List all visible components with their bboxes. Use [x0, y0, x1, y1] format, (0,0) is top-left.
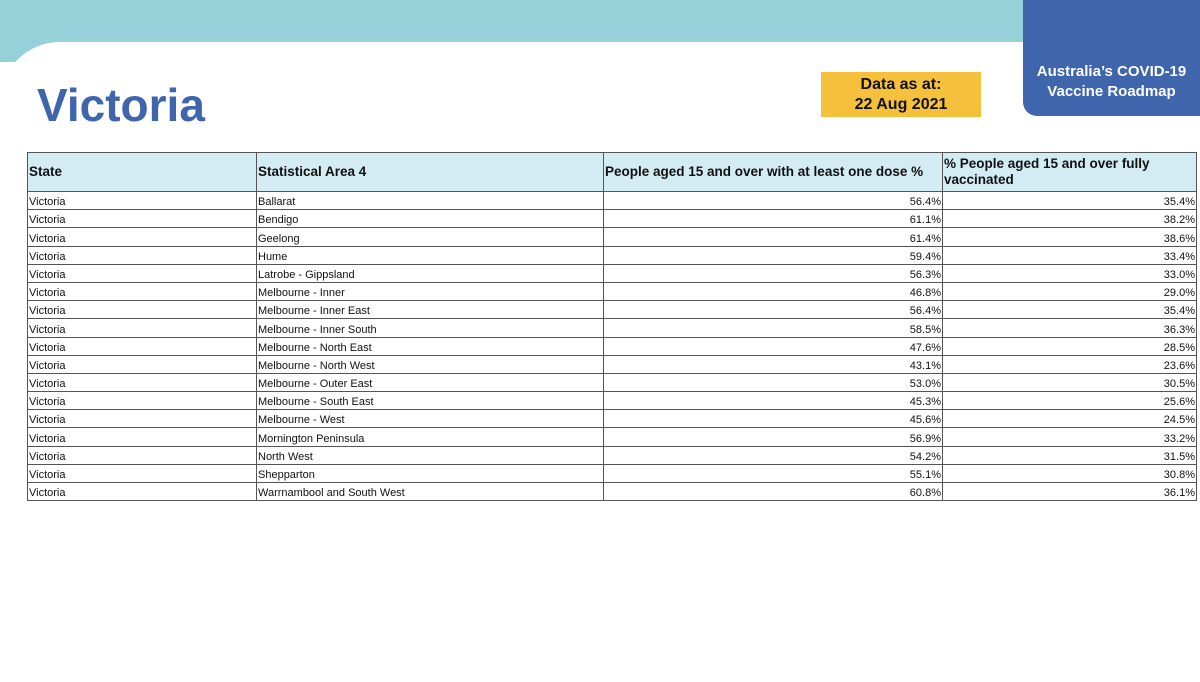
cell-fully-vaccinated: 25.6%	[943, 392, 1197, 410]
column-header-one-dose: People aged 15 and over with at least one dose %	[604, 153, 943, 192]
column-header-fully-vaccinated: % People aged 15 and over fully vaccinated	[943, 153, 1197, 192]
cell-state: Victoria	[28, 483, 257, 501]
cell-statistical-area: Melbourne - Inner East	[257, 301, 604, 319]
cell-statistical-area: Melbourne - North West	[257, 355, 604, 373]
column-header-state: State	[28, 153, 257, 192]
cell-statistical-area: Shepparton	[257, 464, 604, 482]
cell-one-dose: 45.3%	[604, 392, 943, 410]
cell-one-dose: 55.1%	[604, 464, 943, 482]
cell-state: Victoria	[28, 282, 257, 300]
table-row	[28, 301, 1197, 319]
cell-one-dose: 58.5%	[604, 319, 943, 337]
cell-state: Victoria	[28, 410, 257, 428]
cell-state: Victoria	[28, 355, 257, 373]
table-row	[28, 246, 1197, 264]
cell-state: Victoria	[28, 428, 257, 446]
roadmap-badge-line1: Australia’s COVID-19	[1036, 63, 1187, 80]
data-date-label: Data as at:	[860, 75, 942, 93]
column-header-statistical-area: Statistical Area 4	[257, 153, 604, 192]
cell-fully-vaccinated: 33.0%	[943, 264, 1197, 282]
cell-state: Victoria	[28, 228, 257, 246]
cell-state: Victoria	[28, 373, 257, 391]
vaccination-table	[27, 152, 1197, 501]
cell-statistical-area: Melbourne - Inner South	[257, 319, 604, 337]
cell-fully-vaccinated: 28.5%	[943, 337, 1197, 355]
cell-state: Victoria	[28, 319, 257, 337]
table-row	[28, 210, 1197, 228]
cell-statistical-area: Hume	[257, 246, 604, 264]
table-row	[28, 446, 1197, 464]
cell-one-dose: 54.2%	[604, 446, 943, 464]
cell-fully-vaccinated: 38.2%	[943, 210, 1197, 228]
cell-statistical-area: Melbourne - Inner	[257, 282, 604, 300]
cell-one-dose: 53.0%	[604, 373, 943, 391]
cell-one-dose: 60.8%	[604, 483, 943, 501]
cell-fully-vaccinated: 23.6%	[943, 355, 1197, 373]
cell-state: Victoria	[28, 192, 257, 210]
cell-one-dose: 47.6%	[604, 337, 943, 355]
cell-fully-vaccinated: 38.6%	[943, 228, 1197, 246]
table-body	[28, 192, 1197, 501]
cell-statistical-area: Ballarat	[257, 192, 604, 210]
cell-statistical-area: Mornington Peninsula	[257, 428, 604, 446]
cell-state: Victoria	[28, 446, 257, 464]
table-row	[28, 464, 1197, 482]
cell-statistical-area: Melbourne - Outer East	[257, 373, 604, 391]
cell-fully-vaccinated: 35.4%	[943, 301, 1197, 319]
table-row	[28, 410, 1197, 428]
cell-fully-vaccinated: 29.0%	[943, 282, 1197, 300]
cell-statistical-area: North West	[257, 446, 604, 464]
cell-state: Victoria	[28, 337, 257, 355]
cell-fully-vaccinated: 30.8%	[943, 464, 1197, 482]
cell-one-dose: 43.1%	[604, 355, 943, 373]
table-row	[28, 192, 1197, 210]
table-row	[28, 228, 1197, 246]
cell-fully-vaccinated: 30.5%	[943, 373, 1197, 391]
cell-fully-vaccinated: 36.3%	[943, 319, 1197, 337]
cell-statistical-area: Melbourne - West	[257, 410, 604, 428]
roadmap-badge	[1023, 0, 1200, 116]
table-row	[28, 355, 1197, 373]
data-date-value: 22 Aug 2021	[854, 95, 948, 113]
cell-state: Victoria	[28, 264, 257, 282]
cell-one-dose: 61.1%	[604, 210, 943, 228]
cell-one-dose: 56.9%	[604, 428, 943, 446]
cell-fully-vaccinated: 36.1%	[943, 483, 1197, 501]
roadmap-badge-line2: Vaccine Roadmap	[1047, 83, 1176, 100]
cell-fully-vaccinated: 35.4%	[943, 192, 1197, 210]
cell-one-dose: 45.6%	[604, 410, 943, 428]
cell-one-dose: 61.4%	[604, 228, 943, 246]
cell-fully-vaccinated: 33.2%	[943, 428, 1197, 446]
cell-fully-vaccinated: 24.5%	[943, 410, 1197, 428]
table-row	[28, 282, 1197, 300]
cell-fully-vaccinated: 33.4%	[943, 246, 1197, 264]
cell-state: Victoria	[28, 246, 257, 264]
cell-state: Victoria	[28, 392, 257, 410]
cell-one-dose: 56.3%	[604, 264, 943, 282]
cell-one-dose: 46.8%	[604, 282, 943, 300]
cell-one-dose: 56.4%	[604, 192, 943, 210]
cell-statistical-area: Melbourne - South East	[257, 392, 604, 410]
cell-statistical-area: Warrnambool and South West	[257, 483, 604, 501]
cell-state: Victoria	[28, 301, 257, 319]
table-row	[28, 337, 1197, 355]
table-row	[28, 392, 1197, 410]
page-title: Victoria	[37, 79, 205, 131]
cell-statistical-area: Latrobe - Gippsland	[257, 264, 604, 282]
cell-one-dose: 59.4%	[604, 246, 943, 264]
table-row	[28, 264, 1197, 282]
cell-state: Victoria	[28, 464, 257, 482]
table-row	[28, 428, 1197, 446]
cell-fully-vaccinated: 31.5%	[943, 446, 1197, 464]
table-row	[28, 319, 1197, 337]
table-header-row	[28, 153, 1197, 192]
cell-statistical-area: Melbourne - North East	[257, 337, 604, 355]
cell-statistical-area: Bendigo	[257, 210, 604, 228]
cell-state: Victoria	[28, 210, 257, 228]
cell-one-dose: 56.4%	[604, 301, 943, 319]
table-row	[28, 373, 1197, 391]
table-row	[28, 483, 1197, 501]
data-date-box	[821, 72, 981, 117]
cell-statistical-area: Geelong	[257, 228, 604, 246]
